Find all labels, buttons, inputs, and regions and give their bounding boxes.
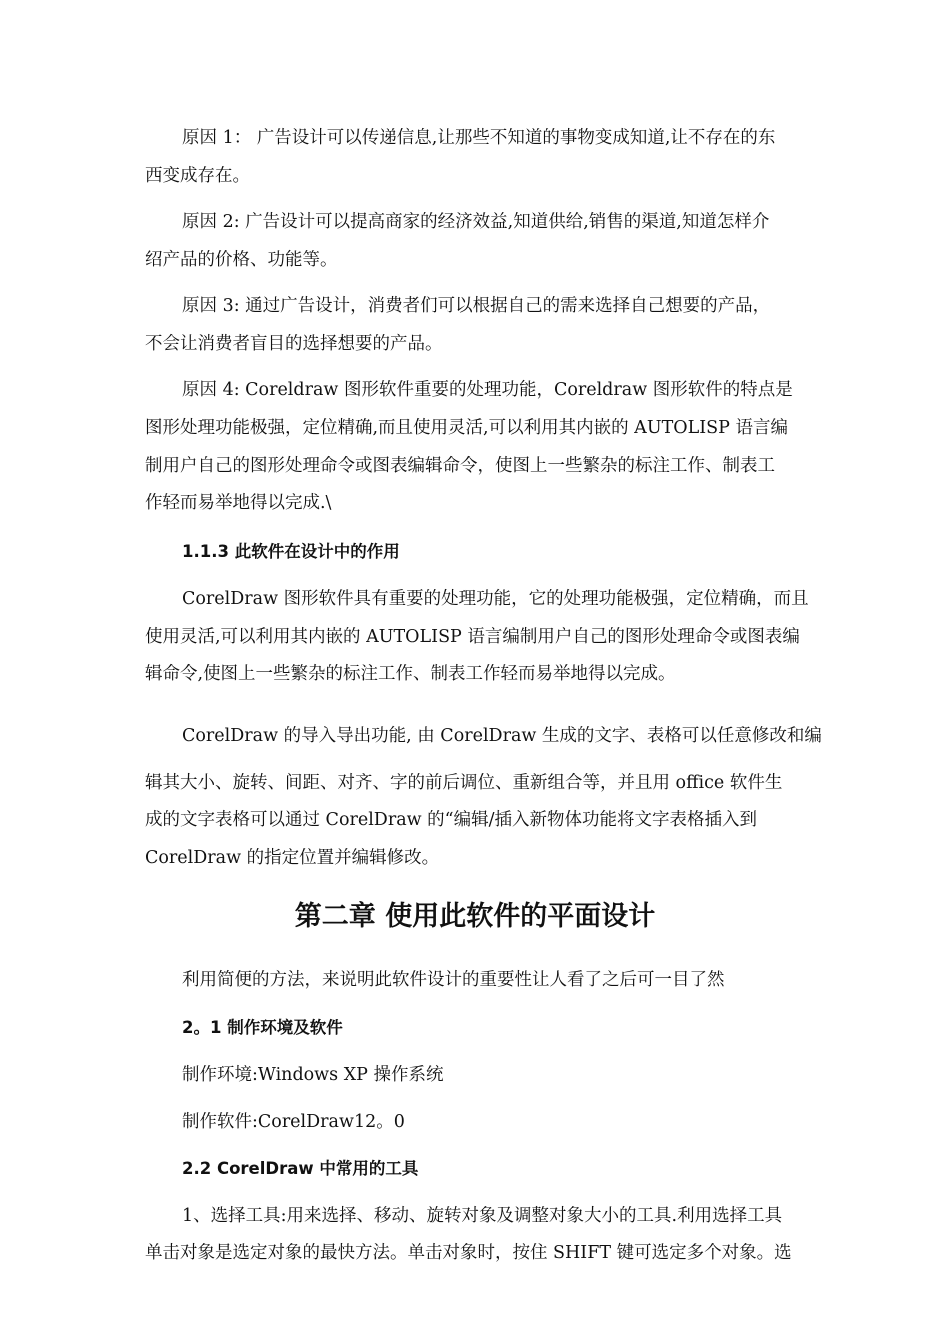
import-para-line4: CorelDraw 的指定位置并编辑修改。 [145, 848, 440, 868]
reason4-line3: 制用户自己的图形处理命令或图表编辑命令，使图上一些繁杂的标注工作、制表工 [145, 456, 775, 476]
reason3-line1: 原因 3: 通过广告设计，消费者们可以根据自己的需来选择自己想要的产品， [182, 296, 771, 316]
reason3-line2: 不会让消费者盲目的选择想要的产品。 [145, 334, 443, 354]
coreldraw-para-line3: 辑命令,使图上一些繁杂的标注工作、制表工作轻而易举地得以完成。 [145, 664, 676, 684]
reason2-line1: 原因 2: 广告设计可以提高商家的经济效益,知道供给,销售的渠道,知道怎样介 [182, 212, 770, 232]
reason4-line1: 原因 4: Coreldraw 图形软件重要的处理功能，Coreldraw 图形软件的特点是 [182, 380, 793, 400]
chapter-intro: 利用简便的方法，来说明此软件设计的重要性让人看了之后可一目了然 [182, 970, 725, 990]
tool1-line1: 1、选择工具:用来选择、移动、旋转对象及调整对象大小的工具.利用选择工具 [182, 1206, 783, 1226]
coreldraw-para-line2: 使用灵活,可以利用其内嵌的 AUTOLISP 语言编制用户自己的图形处理命令或图表编 [145, 627, 800, 647]
reason4-line2: 图形处理功能极强，定位精确,而且使用灵活,可以利用其内嵌的 AUTOLISP 语言编 [145, 418, 788, 438]
import-para-line1: CorelDraw 的导入导出功能, 由 CorelDraw 生成的文字、表格可以任意修改和编 [182, 726, 822, 746]
import-para-line3: 成的文字表格可以通过 CorelDraw 的“编辑/插入新物体功能将文字表格插入到 [145, 810, 758, 830]
section-heading-2-1: 2。1 制作环境及软件 [182, 1018, 343, 1037]
reason4-line4: 作轻而易举地得以完成.\ [145, 493, 332, 513]
software-line: 制作软件:CorelDraw12。0 [182, 1112, 405, 1132]
tool1-line2: 单击对象是选定对象的最快方法。单击对象时，按住 SHIFT 键可选定多个对象。选 [145, 1243, 792, 1263]
coreldraw-para-line1: CorelDraw 图形软件具有重要的处理功能，它的处理功能极强，定位精确，而且 [182, 589, 809, 609]
reason2-line2: 绍产品的价格、功能等。 [145, 250, 338, 270]
chapter-title: 第二章 使用此软件的平面设计 [294, 901, 656, 932]
environment-line: 制作环境:Windows XP 操作系统 [182, 1065, 444, 1085]
section-heading-1-1-3: 1.1.3 此软件在设计中的作用 [182, 542, 400, 561]
section-heading-2-2: 2.2 CorelDraw 中常用的工具 [182, 1159, 419, 1178]
reason1-line1: 原因 1： 广告设计可以传递信息,让那些不知道的事物变成知道,让不存在的东 [182, 128, 776, 148]
import-para-line2: 辑其大小、旋转、间距、对齐、字的前后调位、重新组合等，并且用 office 软件生 [145, 773, 783, 793]
reason1-line2: 西变成存在。 [145, 166, 250, 186]
